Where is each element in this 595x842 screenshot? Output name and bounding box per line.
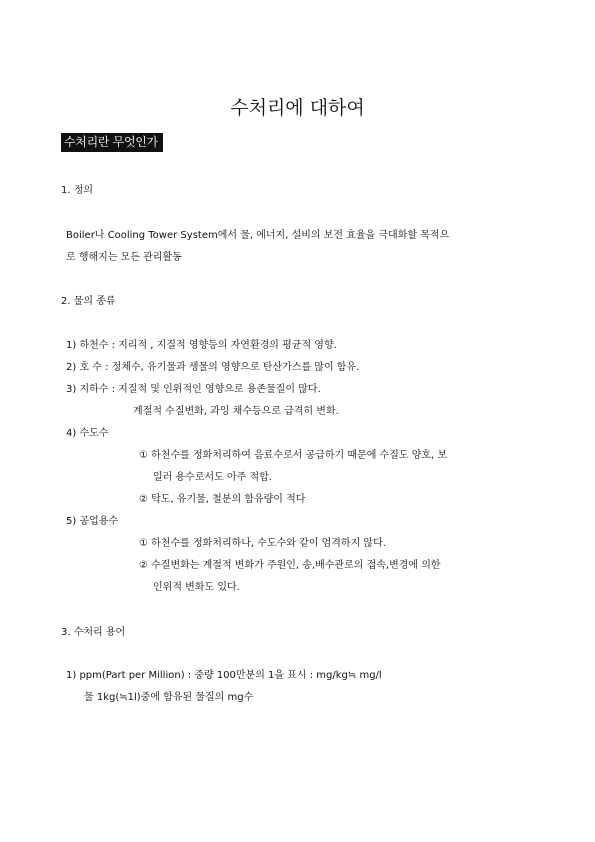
water-type-industrial: 5) 공업용수 — [66, 516, 119, 527]
section-heading-terms: 3. 수처리 용어 — [61, 627, 126, 638]
tap-water-point-1: ① 하천수를 정화처리하여 음료수로서 공급하기 때문에 수질도 양호, 보 — [139, 450, 448, 461]
industrial-water-point-1: ① 하천수를 정화처리하나, 수도수와 같이 엄격하지 않다. — [139, 538, 386, 549]
water-type-groundwater: 3) 지하수 : 지질적 및 인위적인 영향으로 용존물질이 많다. — [66, 384, 321, 395]
term-ppm-note: 물 1kg(≒1l)중에 함유된 물질의 mg수 — [84, 692, 254, 703]
industrial-water-point-2-cont: 인위적 변화도 있다. — [153, 582, 240, 593]
water-type-tap: 4) 수도수 — [66, 428, 109, 439]
tap-water-point-2: ② 탁도, 유기물, 철분의 함유량이 적다 — [139, 494, 306, 505]
page-title: 수처리에 대하여 — [230, 97, 365, 119]
definition-line-2: 로 행해지는 모든 관리활동 — [66, 252, 182, 263]
section-banner: 수처리란 무엇인가 — [61, 133, 163, 152]
water-type-river: 1) 하천수 : 지리적 , 지질적 영향등의 자연환경의 평균적 영향. — [66, 340, 337, 351]
industrial-water-point-2: ② 수질변화는 계절적 변화가 주원인, 송,배수관로의 접속,변경에 의한 — [139, 560, 441, 571]
section-heading-water-types: 2. 물의 종류 — [61, 296, 116, 307]
water-type-lake: 2) 호 수 : 정체수, 유기물과 생물의 영향으로 탄산가스를 많이 함유. — [66, 362, 360, 373]
definition-line-1: Boiler나 Cooling Tower System에서 물, 에너지, 설비의 보전 효율을 극대화할 목적으 — [66, 230, 450, 241]
section-heading-definition: 1. 정의 — [61, 185, 94, 196]
water-type-groundwater-note: 계절적 수질변화, 과잉 채수등으로 급격히 변화. — [133, 406, 339, 417]
term-ppm: 1) ppm(Part per Million) : 중량 100만분의 1을 표시 : mg/kg≒ mg/l — [66, 670, 382, 681]
tap-water-point-1-cont: 일러 용수로서도 아주 적합. — [153, 472, 272, 483]
